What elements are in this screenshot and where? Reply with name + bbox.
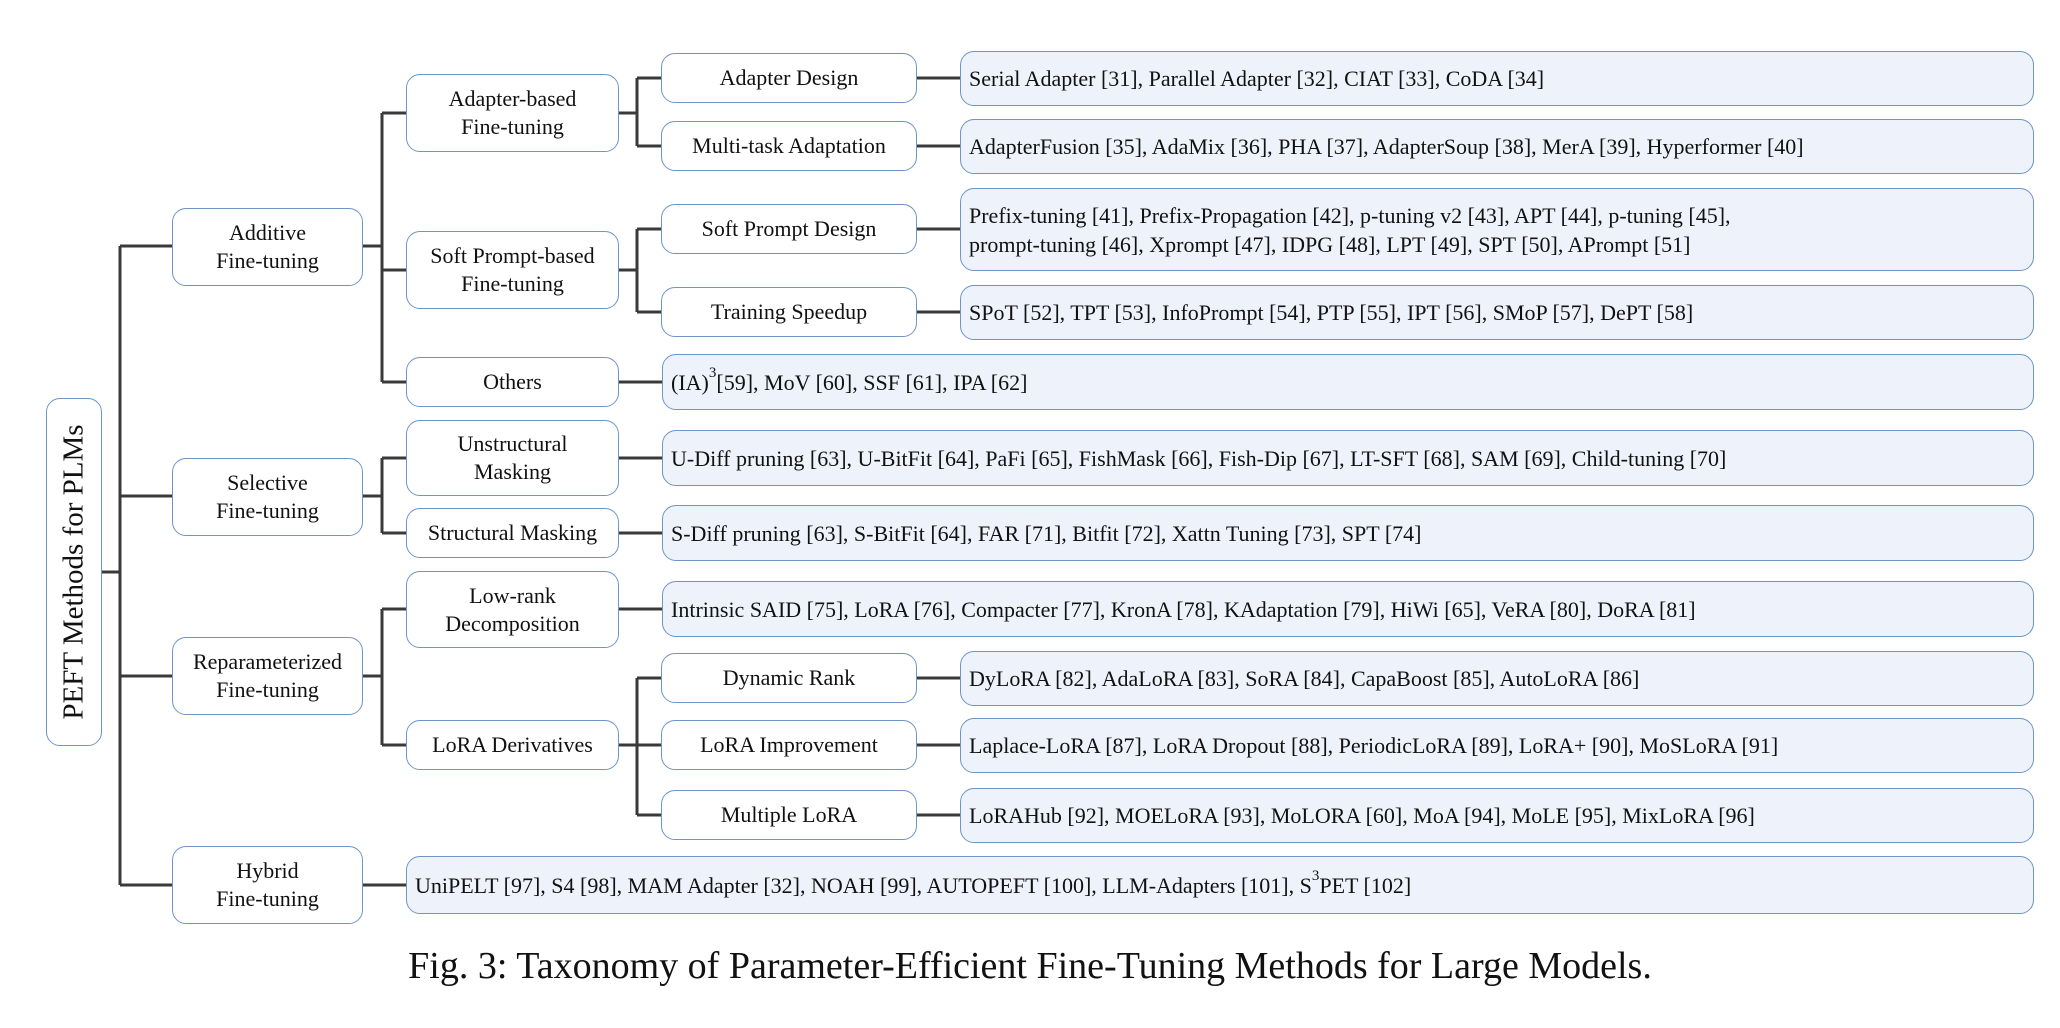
subcategory-soft-prompt-based: Soft Prompt-based Fine-tuning — [406, 231, 619, 309]
leaf-others-rest: [59], MoV [60], SSF [61], IPA [62] — [716, 369, 1028, 395]
root-label: PEFT Methods for PLMs — [57, 424, 90, 720]
subcategory-adapter-based: Adapter-based Fine-tuning — [406, 74, 619, 152]
topic-soft-prompt-design: Soft Prompt Design — [661, 204, 917, 254]
leaf-multi-task-adaptation-methods: AdapterFusion [35], AdaMix [36], PHA [37], AdapterSoup [38], MerA [39], Hyperformer [40] — [960, 119, 2034, 174]
subcategory-low-rank-decomposition: Low-rank Decomposition — [406, 571, 619, 648]
leaf-hybrid-prefix: UniPELT [97], S4 [98], MAM Adapter [32], NOAH [99], AUTOPEFT [100], LLM-Adapters [101], S — [415, 872, 1312, 898]
topic-training-speedup: Training Speedup — [661, 287, 917, 337]
leaf-multiple-lora-methods: LoRAHub [92], MOELoRA [93], MoLORA [60], MoA [94], MoLE [95], MixLoRA [96] — [960, 788, 2034, 843]
subcategory-lora-derivatives: LoRA Derivatives — [406, 720, 619, 770]
leaf-unstructural-masking-methods: U-Diff pruning [63], U-BitFit [64], PaFi [65], FishMask [66], Fish-Dip [67], LT-SFT [68], SAM [69], Child-tuning [70] — [662, 430, 2034, 486]
category-additive: Additive Fine-tuning — [172, 208, 363, 286]
leaf-training-speedup-methods: SPoT [52], TPT [53], InfoPrompt [54], PTP [55], IPT [56], SMoP [57], DePT [58] — [960, 285, 2034, 340]
figure-caption: Fig. 3: Taxonomy of Parameter-Efficient Fine-Tuning Methods for Large Models. — [408, 945, 1652, 987]
topic-lora-improvement: LoRA Improvement — [661, 720, 917, 770]
leaf-adapter-design-methods: Serial Adapter [31], Parallel Adapter [32], CIAT [33], CoDA [34] — [960, 51, 2034, 106]
leaf-others-prefix: (IA) — [671, 369, 709, 395]
topic-adapter-design: Adapter Design — [661, 53, 917, 103]
leaf-hybrid-rest: PET [102] — [1319, 872, 1412, 898]
leaf-dynamic-rank-methods: DyLoRA [82], AdaLoRA [83], SoRA [84], CapaBoost [85], AutoLoRA [86] — [960, 651, 2034, 706]
leaf-others-methods: (IA) $^3$ [59], MoV [60], SSF [61], IPA [62] — [662, 354, 2034, 410]
leaf-soft-prompt-design-methods: Prefix-tuning [41], Prefix-Propagation [42], p-tuning v2 [43], APT [44], p-tuning [45], prompt-tuning [46], Xprompt [47], IDPG [48], LPT [49], SPT [50], APrompt [51] — [960, 188, 2034, 271]
topic-dynamic-rank: Dynamic Rank — [661, 653, 917, 703]
leaf-lora-improvement-methods: Laplace-LoRA [87], LoRA Dropout [88], PeriodicLoRA [89], LoRA+ [90], MoSLoRA [91] — [960, 718, 2034, 773]
leaf-low-rank-decomposition-methods: Intrinsic SAID [75], LoRA [76], Compacter [77], KronA [78], KAdaptation [79], HiWi [65], VeRA [80], DoRA [81] — [662, 581, 2034, 637]
root-node — [46, 398, 102, 746]
category-selective: Selective Fine-tuning — [172, 458, 363, 536]
category-hybrid: Hybrid Fine-tuning — [172, 846, 363, 924]
subcategory-unstructural-masking: Unstructural Masking — [406, 420, 619, 496]
leaf-hybrid-methods: UniPELT [97], S4 [98], MAM Adapter [32], NOAH [99], AUTOPEFT [100], LLM-Adapters [101], S $^3$ PET [102] — [406, 856, 2034, 914]
topic-multi-task-adaptation: Multi-task Adaptation — [661, 121, 917, 171]
subcategory-others: Others — [406, 357, 619, 407]
topic-multiple-lora: Multiple LoRA — [661, 790, 917, 840]
leaf-structural-masking-methods: S-Diff pruning [63], S-BitFit [64], FAR [71], Bitfit [72], Xattn Tuning [73], SPT [74] — [662, 505, 2034, 561]
subcategory-structural-masking: Structural Masking — [406, 508, 619, 558]
category-reparameterized: Reparameterized Fine-tuning — [172, 637, 363, 715]
